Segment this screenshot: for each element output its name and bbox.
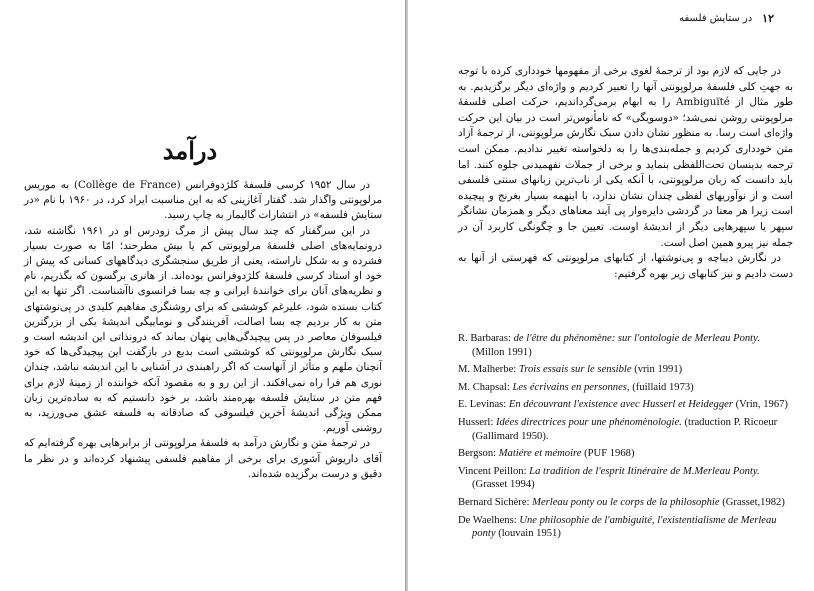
bib-author: De Waelhens: (458, 514, 517, 526)
bib-title: Idées directrices pour une phénomènologie. (495, 416, 682, 428)
paragraph: در جایی که لازم بود از ترجمهٔ لغوی برخی از مفهومها خودداری کرده با توجه به جهتِ کلی فلسفهٔ مرلوپونتی آنها را تعبیر کردیم و واژه‌ای دیگر برگزیدیم. به طور مثال از Ambiguïté را به ابهام برمی‌گرداندیم، حرکت اصلی فلسفهٔ مرلوپونتی روشن نمی‌شد؛ «دوسویگی» که نامأنوس‌تر است در بیان این حرکت واژه‌ای است رسا. به منظور نشان دادن سبک نگارش مرلوپونتی، از ترجمهٔ آزاد متن خودداری کردیم و جمله‌بندی‌ها را به دلخواسته تغییر ندادیم. ممکن است ترجمه بدینسان تحت‌اللفظی بنماید و برخی از جملات نفهمیدنی جلوه کنند. اما باید دانست که زبان مرلوپونتی، با آنکه یکی از ناب‌ترین زبانهای سنتی فلسفی است و از نوآوریهای لفظی چندان نشان ندارد، با اینهمه بسیار بغرنج و پیچیده است زیرا هر معنا در گردشی دایره‌وار پی آیند معناهای دیگر و همزمان نشانگر سپهر یا سپهرهایی دیگر از اندیشهٔ اوست. تعیین جا و چگونگی کاربرد آن در جمله نیز پیرو همین اصل است. (458, 65, 793, 249)
bib-publisher: (Grasset,1982) (722, 496, 785, 508)
left-page (0, 0, 406, 591)
bib-author: R. Barbaras: (458, 333, 511, 344)
bib-publisher: (fuillaid 1973) (632, 381, 694, 393)
bibliography-entry (458, 363, 793, 377)
bib-title: Matiére et mémoire (498, 448, 582, 460)
bib-publisher: (Grasset 1994) (472, 479, 535, 491)
bib-title: En découvrant l'existence avec Husserl et Heidegger (508, 399, 733, 411)
bib-author: Husserl: (458, 416, 494, 428)
bib-author: Vincent Peillon: (458, 465, 527, 477)
bib-author: Bergson: (458, 448, 497, 460)
bib-publisher: (vrin 1991) (634, 364, 683, 376)
bibliography-entry (458, 447, 793, 461)
bib-title: Trois essais sur le sensible (518, 364, 632, 376)
bibliography-entry (458, 465, 793, 492)
bib-title: Une philosophie de l'ambiguité, l'existentialisme de Merleau ponty (472, 514, 777, 540)
bib-publisher: (PUF 1968) (584, 448, 635, 460)
bib-author: M. Malherbe: (458, 364, 517, 376)
bib-author: M. Chapsal: (458, 381, 510, 393)
paragraph: در سال ۱۹۵۲ کرسی فلسفهٔ کلژدوفرانس (Collège de France) به موریس مرلوپونتی واگذار شد. گفتار آغازینی که به این مناسبت ایراد کرد، در ۱۹۶۰ با نام «در ستایش فلسفه» در انتشارات گالیمار به چاپ رسید. (24, 179, 382, 222)
bib-publisher: (Millon 1991) (472, 346, 532, 358)
left-page-body (24, 178, 382, 482)
bibliography-entry (458, 398, 793, 412)
right-page (408, 0, 814, 591)
bib-publisher: (louvain 1951) (498, 528, 561, 540)
running-head-title: در ستایش فلسفه (679, 13, 753, 24)
running-header (679, 12, 774, 25)
bib-publisher: (Vrin, 1967) (735, 399, 788, 411)
bib-publisher: (traduction P. Ricoeur (Gallimard 1950). (472, 416, 778, 442)
paragraph: در ترجمهٔ متن و نگارش درآمد به فلسفهٔ مرلوپونتی از برابرهایی بهره گرفته‌ایم که آقای داریوش آشوری برای برخی از مفاهیم فلسفی پیشنهاد کرده‌اند و در نظر ما دقیق و درست برگزیده شده‌اند. (24, 437, 382, 480)
bibliography-entry (458, 381, 793, 395)
bib-author: Bernard Sichère: (458, 496, 530, 508)
bibliography-entry (458, 332, 793, 359)
bibliography-entry (458, 416, 793, 443)
paragraph: در این سرگفتار که چند سال پیش از مرگ زودرس او در ۱۹۶۱ نگاشته شد، درونمایه‌های اصلی فلسفهٔ مرلوپونتی کم یا بیش مطرحند؛ امّا به صورت بسیار فشرده و به شکل ناراسته، یعنی از طریق سنجشگری دیدگاههای کسانی که پیش از خود او استاد کرسی فلسفهٔ کلژدوفرانس بوده‌اند. از هانری برگسون که بگذریم، نام و نظریه‌های آنان برای خوانندهٔ ایرانی و چه بسا فرانسوی ناآشناست. اگر تنها به این کتاب بسنده شود، علیرغم کوششی که برای روشنگری مفاهیم کلیدی در پی‌نوشتهای متن به کار بردیم چه بسا اصالت، آفرینندگی و نوماییگی اندیشهٔ یکی از بزرگترین فیلسوفان معاصر در پس پیچیدگی‌هایی پنهان بماند که درونذاتی این اندیشه است و سبک نگارش مرلوپونتی که کوششی است بدیع در بازگفت این پیچیدگی‌ها که خود آنچنان ملهم و متأثر از آنهاست که اگر راهبندی در آشنایی با این اندیشه نباشد، چندان نوری هم فرا راه نمی‌افکند. از این رو و به مقصود آنکه خواننده از زمینهٔ لازم برای فهم متن در ستایش فلسفه بهره‌مند باشد، بر خود دانستیم که به ساده‌ترین زبان ممکن ویژگی اندیشهٔ آخرین فیلسوفی که صادقانه به فلسفه عشق می‌ورزید، به روشنی آوریم. (24, 224, 382, 435)
bib-title: de l'être du phénomène: sur l'ontologie de Merleau Ponty. (513, 333, 760, 344)
chapter-title: درآمد (162, 136, 218, 165)
paragraph: در نگارش دیباچه و پی‌نوشتها، از کتابهای مرلوپونتی که فهرستی از آنها به دست دادیم و نیز کتابهای زیر بهره گرفتیم: (458, 252, 793, 280)
bibliography-entry (458, 496, 793, 510)
page-number: ۱۲ (762, 12, 774, 25)
bib-title: La tradition de l'esprit Itinéraire de M.Merleau Ponty. (529, 465, 760, 477)
bibliography-entry (458, 514, 793, 541)
bib-title: Les écrivains en personnes, (512, 381, 630, 393)
right-page-body (458, 64, 793, 282)
bibliography-list (458, 332, 793, 545)
bib-title: Merleau ponty ou le corps de la philosophie (532, 496, 720, 508)
bib-author: E. Levinas: (458, 399, 507, 411)
